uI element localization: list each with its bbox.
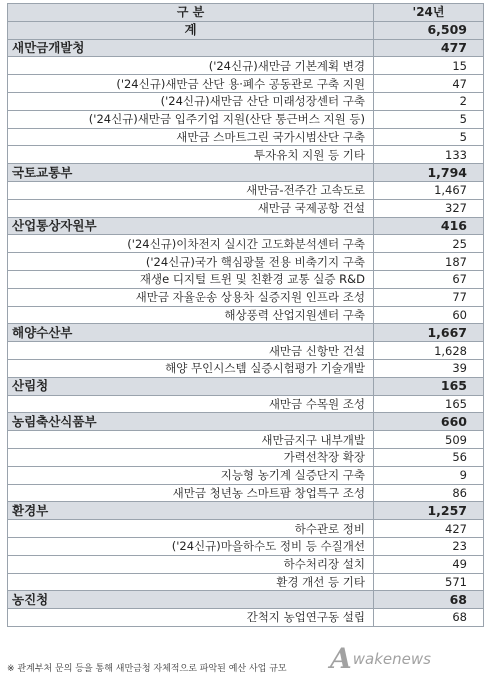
project-budget: 49 xyxy=(374,555,484,573)
table-header-row xyxy=(8,4,484,22)
project-name: 환경 개선 등 기타 xyxy=(8,573,374,591)
project-budget: 15 xyxy=(374,57,484,75)
ministry-row xyxy=(8,502,484,520)
table-row xyxy=(8,555,484,573)
project-budget: 25 xyxy=(374,235,484,253)
table-row xyxy=(8,235,484,253)
project-budget: 427 xyxy=(374,520,484,538)
project-budget: 2 xyxy=(374,92,484,110)
ministry-budget: 416 xyxy=(374,217,484,235)
project-budget: 509 xyxy=(374,431,484,449)
ministry-name: 환경부 xyxy=(8,502,374,520)
project-name: ('24신규)새만금 기본계획 변경 xyxy=(8,57,374,75)
project-budget: 39 xyxy=(374,359,484,377)
total-row xyxy=(8,21,484,39)
ministry-name: 산업통상자원부 xyxy=(8,217,374,235)
project-budget: 67 xyxy=(374,270,484,288)
project-budget: 187 xyxy=(374,253,484,271)
total-value: 6,509 xyxy=(374,21,484,39)
table-row xyxy=(8,573,484,591)
table-row xyxy=(8,253,484,271)
watermark-text: wakenews xyxy=(352,650,431,668)
budget-table xyxy=(7,3,484,627)
table-row xyxy=(8,359,484,377)
ministry-name: 농진청 xyxy=(8,591,374,609)
project-name: 새만금 청년농 스마트팜 창업특구 조성 xyxy=(8,484,374,502)
project-name: ('24신규)이차전지 실시간 고도화분석센터 구축 xyxy=(8,235,374,253)
ministry-name: 산림청 xyxy=(8,377,374,395)
ministry-budget: 477 xyxy=(374,39,484,57)
project-name: 새만금 스마트그린 국가시범산단 구축 xyxy=(8,128,374,146)
ministry-row xyxy=(8,39,484,57)
project-budget: 68 xyxy=(374,609,484,627)
table-row xyxy=(8,306,484,324)
table-row xyxy=(8,466,484,484)
total-label: 계 xyxy=(8,21,374,39)
project-budget: 9 xyxy=(374,466,484,484)
project-name: 새만금 국제공항 건설 xyxy=(8,199,374,217)
project-budget: 165 xyxy=(374,395,484,413)
project-budget: 60 xyxy=(374,306,484,324)
table-row xyxy=(8,342,484,360)
project-budget: 77 xyxy=(374,288,484,306)
project-name: ('24신규)새만금 산단 미래성장센터 구축 xyxy=(8,92,374,110)
project-name: 가력선착장 확장 xyxy=(8,448,374,466)
table-row xyxy=(8,199,484,217)
ministry-row xyxy=(8,377,484,395)
project-name: 해상풍력 산업지원센터 구축 xyxy=(8,306,374,324)
table-row xyxy=(8,146,484,164)
project-name: 하수관로 정비 xyxy=(8,520,374,538)
table-row xyxy=(8,270,484,288)
table-row xyxy=(8,57,484,75)
ministry-budget: 1,794 xyxy=(374,164,484,182)
ministry-row xyxy=(8,591,484,609)
table-row xyxy=(8,484,484,502)
project-budget: 5 xyxy=(374,128,484,146)
ministry-budget: 660 xyxy=(374,413,484,431)
ministry-name: 국토교통부 xyxy=(8,164,374,182)
ministry-budget: 165 xyxy=(374,377,484,395)
ministry-row xyxy=(8,217,484,235)
project-name: 지능형 농기계 실증단지 구축 xyxy=(8,466,374,484)
table-row xyxy=(8,75,484,93)
ministry-name: 농림축산식품부 xyxy=(8,413,374,431)
project-name: ('24신규)새만금 입주기업 지원(산단 통근버스 지원 등) xyxy=(8,110,374,128)
ministry-row xyxy=(8,413,484,431)
project-budget: 56 xyxy=(374,448,484,466)
project-name: 간척지 농업연구동 설립 xyxy=(8,609,374,627)
project-name: 새만금 수목원 조성 xyxy=(8,395,374,413)
project-budget: 1,628 xyxy=(374,342,484,360)
project-name: 하수처리장 설치 xyxy=(8,555,374,573)
table-row xyxy=(8,128,484,146)
watermark-mark: A xyxy=(330,642,352,675)
table-row xyxy=(8,395,484,413)
project-budget: 1,467 xyxy=(374,181,484,199)
project-budget: 23 xyxy=(374,537,484,555)
ministry-budget: 68 xyxy=(374,591,484,609)
project-name: 새만금 자율운송 상용차 실증지원 인프라 조성 xyxy=(8,288,374,306)
ministry-budget: 1,257 xyxy=(374,502,484,520)
project-name: ('24신규)국가 핵심광물 전용 비축기지 구축 xyxy=(8,253,374,271)
project-budget: 327 xyxy=(374,199,484,217)
project-name: ('24신규)마을하수도 정비 등 수질개선 xyxy=(8,537,374,555)
table-row xyxy=(8,431,484,449)
header-category: 구 분 xyxy=(8,4,374,22)
ministry-name: 해양수산부 xyxy=(8,324,374,342)
project-name: 재생e 디지털 트윈 및 친환경 교통 실증 R&D xyxy=(8,270,374,288)
footnote: ※ 관계부처 문의 등을 통해 새만금청 자체적으로 파악된 예산 사업 규모 xyxy=(7,664,287,674)
project-name: ('24신규)새만금 산단 용·폐수 공동관로 구축 지원 xyxy=(8,75,374,93)
project-budget: 133 xyxy=(374,146,484,164)
table-row xyxy=(8,110,484,128)
table-row xyxy=(8,92,484,110)
budget-table-container xyxy=(7,3,483,627)
table-row xyxy=(8,520,484,538)
project-budget: 571 xyxy=(374,573,484,591)
table-row xyxy=(8,448,484,466)
ministry-budget: 1,667 xyxy=(374,324,484,342)
table-row xyxy=(8,288,484,306)
ministry-name: 새만금개발청 xyxy=(8,39,374,57)
table-row xyxy=(8,609,484,627)
table-row xyxy=(8,181,484,199)
header-year: '24년 xyxy=(374,4,484,22)
project-budget: 47 xyxy=(374,75,484,93)
table-row xyxy=(8,537,484,555)
project-name: 새만금지구 내부개발 xyxy=(8,431,374,449)
project-budget: 86 xyxy=(374,484,484,502)
project-name: 새만금 신항만 건설 xyxy=(8,342,374,360)
project-budget: 5 xyxy=(374,110,484,128)
project-name: 해양 무인시스템 실증시험평가 기술개발 xyxy=(8,359,374,377)
ministry-row xyxy=(8,324,484,342)
project-name: 투자유치 지원 등 기타 xyxy=(8,146,374,164)
awakenews-watermark-logo xyxy=(330,644,480,674)
ministry-row xyxy=(8,164,484,182)
project-name: 새만금-전주간 고속도로 xyxy=(8,181,374,199)
